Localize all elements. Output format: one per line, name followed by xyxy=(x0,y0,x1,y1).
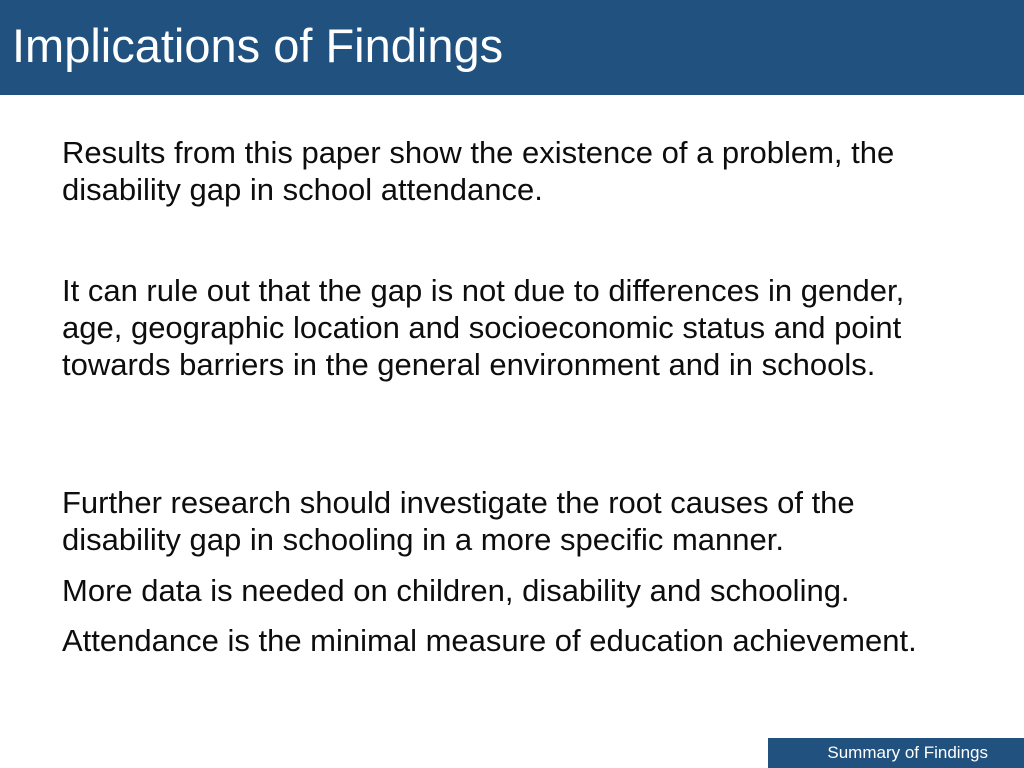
summary-of-findings-button[interactable]: Summary of Findings xyxy=(768,738,1024,768)
slide-title: Implications of Findings xyxy=(12,19,504,72)
title-bar xyxy=(0,0,1024,95)
paragraph-further-research: Further research should investigate the root causes of the disability gap in schooling in a more specific manner. xyxy=(62,485,855,557)
paragraph-more-data: More data is needed on children, disability and schooling. xyxy=(62,573,850,608)
paragraph-results: Results from this paper show the existence of a problem, the disability gap in school attendance. xyxy=(62,135,895,207)
paragraph-rule-out: It can rule out that the gap is not due to differences in gender, age, geographic location and socioeconomic status and point towards barriers in the general environment and in schools. xyxy=(62,273,905,382)
paragraph-attendance: Attendance is the minimal measure of education achievement. xyxy=(62,623,917,658)
